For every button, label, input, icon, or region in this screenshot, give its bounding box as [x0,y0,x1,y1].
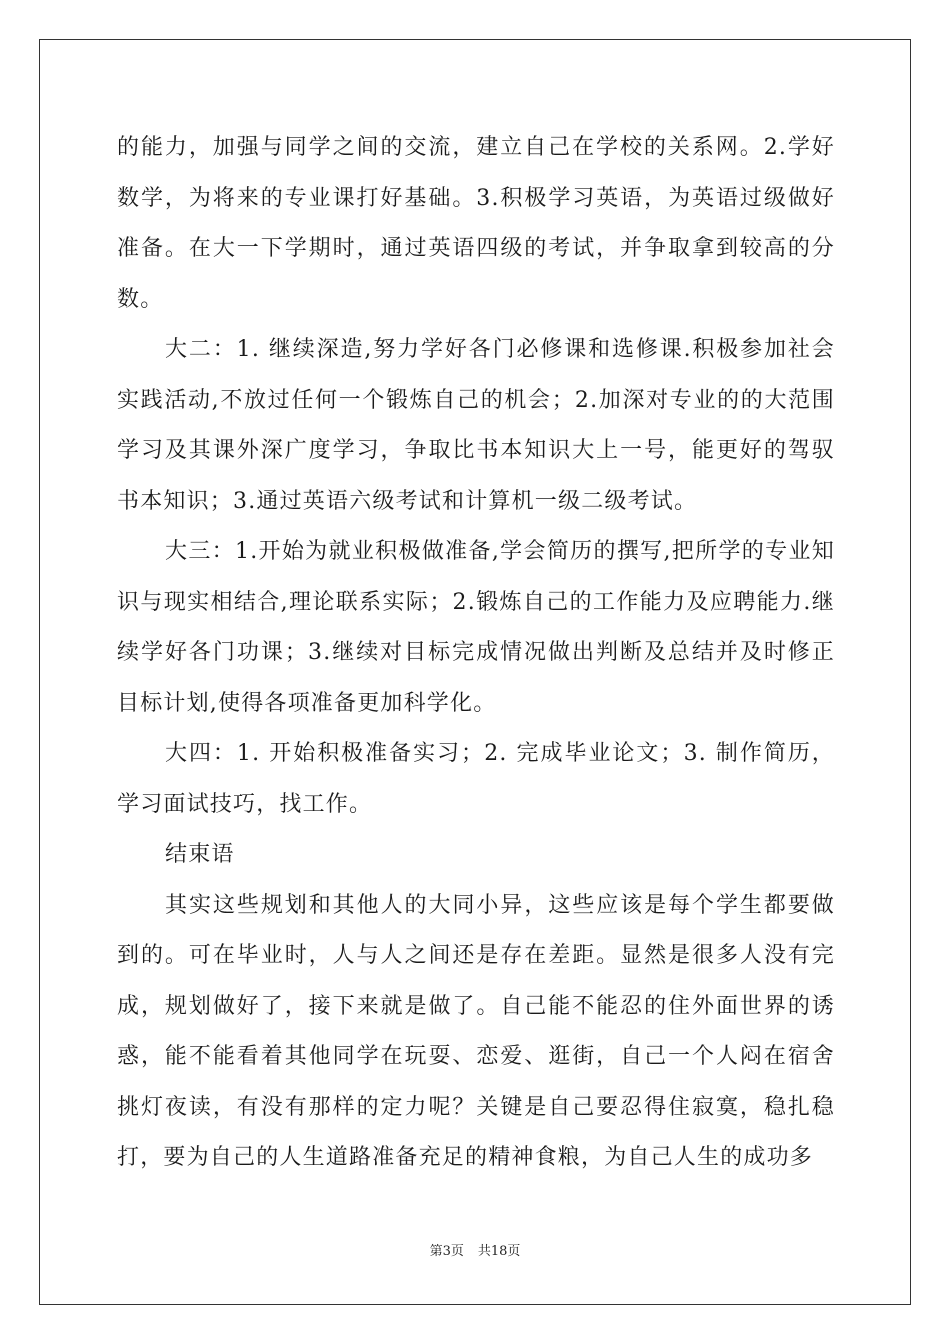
paragraph: 大三：1.开始为就业积极做准备,学会简历的撰写,把所学的专业知识与现实相结合,理论联系实际；2.锻炼自己的工作能力及应聘能力.继续学好各门功课；3.继续对目标完成情况做出判断及总结并及时修正目标计划,使得各项准备更加科学化。 [117,539,835,716]
paragraph: 大二：1. 继续深造,努力学好各门必修课和选修课.积极参加社会实践活动,不放过任何一个锻炼自己的机会；2.加深对专业的的大范围学习及其课外深广度学习，争取比书本知识大上一号，能更好的驾驭书本知识；3.通过英语六级考试和计算机一级二级考试。 [117,337,835,514]
paragraph: 的能力，加强与同学之间的交流，建立自己在学校的关系网。2.学好数学，为将来的专业课打好基础。3.积极学习英语，为英语过级做好准备。在大一下学期时，通过英语四级的考试，并争取拿到较高的分数。 [117,135,835,312]
page-total: 共18页 [477,1244,521,1259]
page-number: 第3页 [429,1244,464,1259]
paragraph: 其实这些规划和其他人的大同小异，这些应该是每个学生都要做到的。可在毕业时，人与人之间还是存在差距。显然是很多人没有完成，规划做好了，接下来就是做了。自己能不能忍的住外面世界的诱惑，能不能看着其他同学在玩耍、恋爱、逛街，自己一个人闷在宿舍挑灯夜读，有没有那样的定力呢？关键是自己要忍得住寂寞，稳扎稳打，要为自己的人生道路准备充足的精神食粮，为自己人生的成功多 [117,892,835,1170]
page-footer [0,1240,950,1259]
paragraph: 大四：1. 开始积极准备实习；2. 完成毕业论文；3. 制作简历，学习面试技巧，找工作。 [117,741,835,817]
section-heading: 结束语 [165,842,235,867]
document-body [117,123,835,1184]
